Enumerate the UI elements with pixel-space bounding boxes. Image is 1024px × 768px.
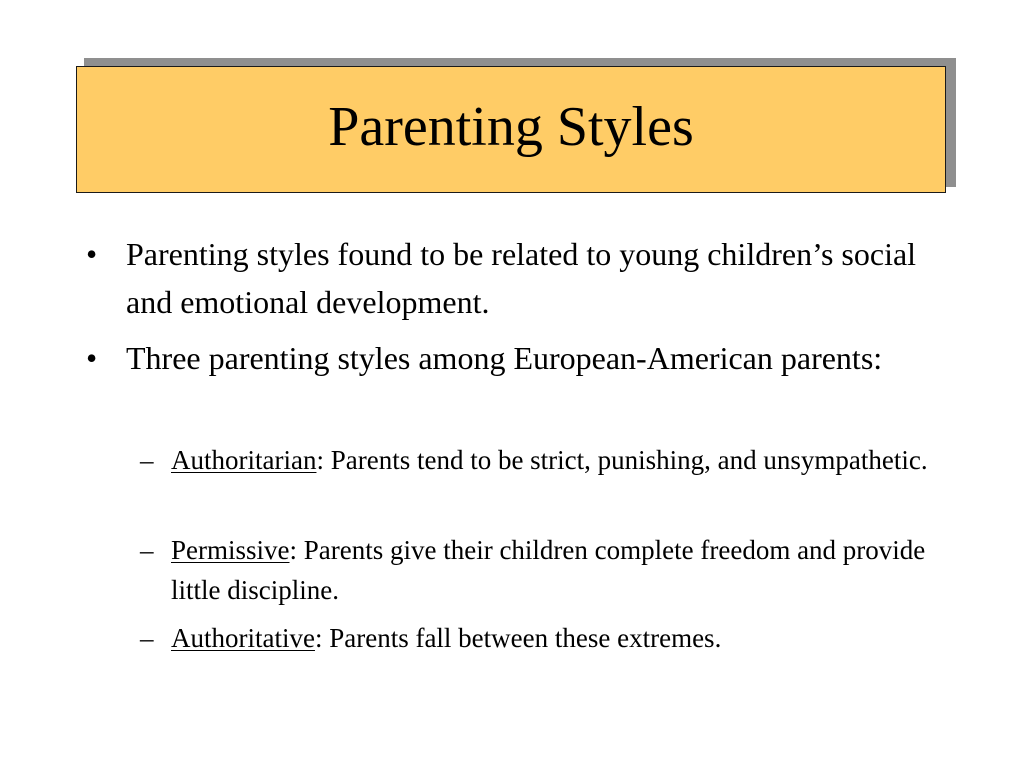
term-description: : Parents tend to be strict, punishing, and unsympathetic. xyxy=(316,445,928,475)
slide-title: Parenting Styles xyxy=(328,95,694,158)
term-authoritative: Authoritative xyxy=(171,623,315,653)
term-description: : Parents give their children complete freedom and provide little discipline. xyxy=(171,535,926,605)
sub-bullet-text xyxy=(171,440,931,480)
sub-bullet-text xyxy=(171,618,931,658)
dash-glyph: – xyxy=(140,445,154,475)
term-description: : Parents fall between these extremes. xyxy=(314,623,722,653)
bullet-text: Three parenting styles among European-American parents: xyxy=(126,340,883,376)
bullet-glyph: • xyxy=(86,236,98,272)
bullet-glyph: • xyxy=(86,340,98,376)
bullet-text: Parenting styles found to be related to young children’s social and emotional development. xyxy=(126,236,917,320)
dash-glyph: – xyxy=(140,535,154,565)
dash-glyph: – xyxy=(140,623,154,653)
sub-bullet-text xyxy=(171,530,931,610)
term-permissive: Permissive xyxy=(171,535,290,565)
term-authoritarian: Authoritarian xyxy=(171,445,317,475)
